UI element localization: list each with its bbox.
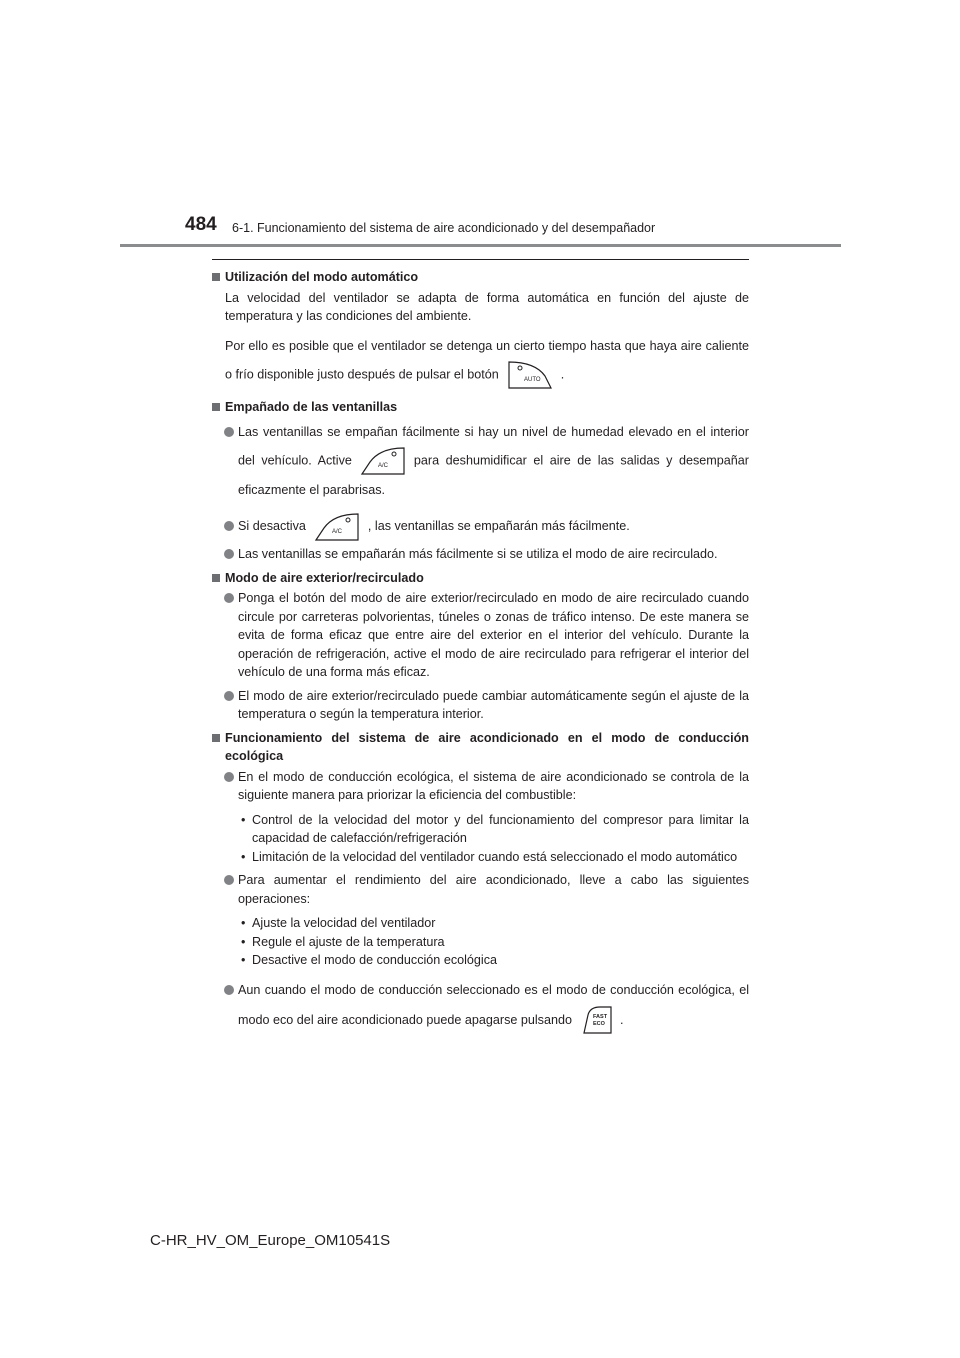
page-content (212, 268, 749, 1040)
section-fogging (212, 398, 749, 564)
sub-bullet: • (241, 953, 246, 967)
list-item (212, 509, 749, 543)
auto-button-icon (505, 360, 555, 390)
sub-list-item (212, 914, 749, 933)
header-rule (120, 244, 841, 247)
ac-icon-label: A/C (331, 528, 342, 535)
list-item-text: Ponga el botón del modo de aire exterior/recirculado en modo de aire recirculado cuando circule por carreteras polvorientas, túneles o zonas de tráfico intenso. De este manera se evita de forma eficaz que entre aire del exterior en el interior del vehículo. Durante la operación de refrigeración, active el modo de aire recirculado para refrigerar el interior del vehículo de una forma más eficaz. (238, 591, 749, 679)
sub-list-item (212, 951, 749, 970)
bullet-icon (224, 593, 234, 603)
bullet-icon (224, 521, 234, 531)
bullet-icon (224, 875, 234, 885)
list-item-text: Para aumentar el rendimiento del aire acondicionado, lleve a cabo las siguientes operaciones: (238, 873, 749, 906)
paragraph: La velocidad del ventilador se adapta de forma automática en función del ajuste de temperatura y las condiciones del ambiente. (225, 290, 749, 323)
fast-eco-icon-label-top: FAST (593, 1014, 608, 1021)
sub-bullet: • (241, 916, 246, 930)
list-item-text: Las ventanillas se empañan fácilmente si hay un nivel de humedad elevado en el interior del vehículo. Active (238, 425, 749, 468)
sub-list-item-text: Desactive el modo de conducción ecológica (252, 953, 498, 967)
section-eco-mode (212, 729, 749, 1036)
auto-icon-label: AUTO (523, 376, 541, 383)
sub-bullet: • (241, 812, 246, 827)
list-item-text-end: , las ventanillas se empañarán más fácilmente. (367, 519, 630, 533)
paragraph-with-icon (212, 332, 749, 390)
section-heading: Funcionamiento del sistema de aire acondicionado en el modo de conducción ecológica (212, 729, 749, 766)
paragraph-text-end: . (560, 366, 565, 381)
list-item (212, 589, 749, 682)
section-auto-mode (212, 268, 749, 390)
sub-list (212, 811, 749, 867)
list-item (212, 768, 749, 867)
list-item-text: En el modo de conducción ecológica, el sistema de aire acondicionado se controla de la siguiente manera para priorizar la eficiencia del combustible: (238, 769, 749, 802)
fast-eco-button-icon (578, 1005, 614, 1035)
bullet-icon (224, 772, 234, 782)
list-item (212, 975, 749, 1036)
list-item (212, 545, 749, 564)
sub-bullet: • (241, 849, 246, 864)
bullet-icon (224, 427, 234, 437)
bullet-icon (224, 549, 234, 559)
bullet-icon (224, 691, 234, 701)
ac-button-icon (358, 446, 408, 476)
section-heading: Modo de aire exterior/recirculado (212, 569, 749, 588)
sub-list (212, 914, 749, 970)
list-item-text: Si desactiva (238, 519, 306, 533)
list-item-text: Aun cuando el modo de conducción seleccionado es el modo de conducción ecológica, el modo eco del aire acondicionado puede apagarse pulsando (238, 982, 749, 1027)
bullet-icon (224, 985, 234, 995)
section-recirculation (212, 569, 749, 724)
sub-bullet: • (241, 934, 246, 949)
fast-eco-icon-label-bottom: ECO (593, 1021, 605, 1028)
sub-list-item-text: Limitación de la velocidad del ventilador cuando está seleccionado el modo automático (252, 849, 738, 864)
ac-icon-label: A/C (377, 463, 388, 469)
sub-list-item (212, 933, 749, 952)
list-item (212, 871, 749, 970)
sub-list-item-text: Regule el ajuste de la temperatura (252, 934, 445, 949)
content-rule (212, 259, 749, 260)
list-item (212, 687, 749, 724)
paragraph-text: Por ello es posible que el ventilador se detenga un cierto tiempo hasta que haya aire caliente o frío disponible justo después de pulsar el botón (225, 338, 749, 381)
header-title: 6-1. Funcionamiento del sistema de aire acondicionado y del desempañador (232, 221, 656, 235)
list-item-text: Las ventanillas se empañarán más fácilmente si se utiliza el modo de aire recirculado. (238, 547, 718, 561)
sub-list-item-text: Control de la velocidad del motor y del funcionamiento del compresor para limitar la capacidad de calefacción/refrigeración (252, 812, 749, 845)
page-number: 484 (185, 214, 217, 235)
section-heading: Utilización del modo automático (212, 268, 749, 287)
sub-list-item-text: Ajuste la velocidad del ventilador (252, 916, 436, 930)
list-item-text-end: . (620, 1012, 624, 1027)
section-heading: Empañado de las ventanillas (212, 398, 749, 417)
list-item-text-end: para deshumidificar el aire de las salidas y desempañar eficazmente el parabrisas. (238, 453, 750, 497)
sub-list-item (212, 848, 749, 867)
sub-list-item (212, 811, 749, 848)
footer-code: C-HR_HV_OM_Europe_OM10541S (150, 1232, 391, 1249)
list-item (212, 418, 749, 504)
list-item-text: El modo de aire exterior/recirculado puede cambiar automáticamente según el ajuste de la temperatura o según la temperatura interior. (238, 688, 749, 721)
ac-button-icon (312, 512, 362, 542)
